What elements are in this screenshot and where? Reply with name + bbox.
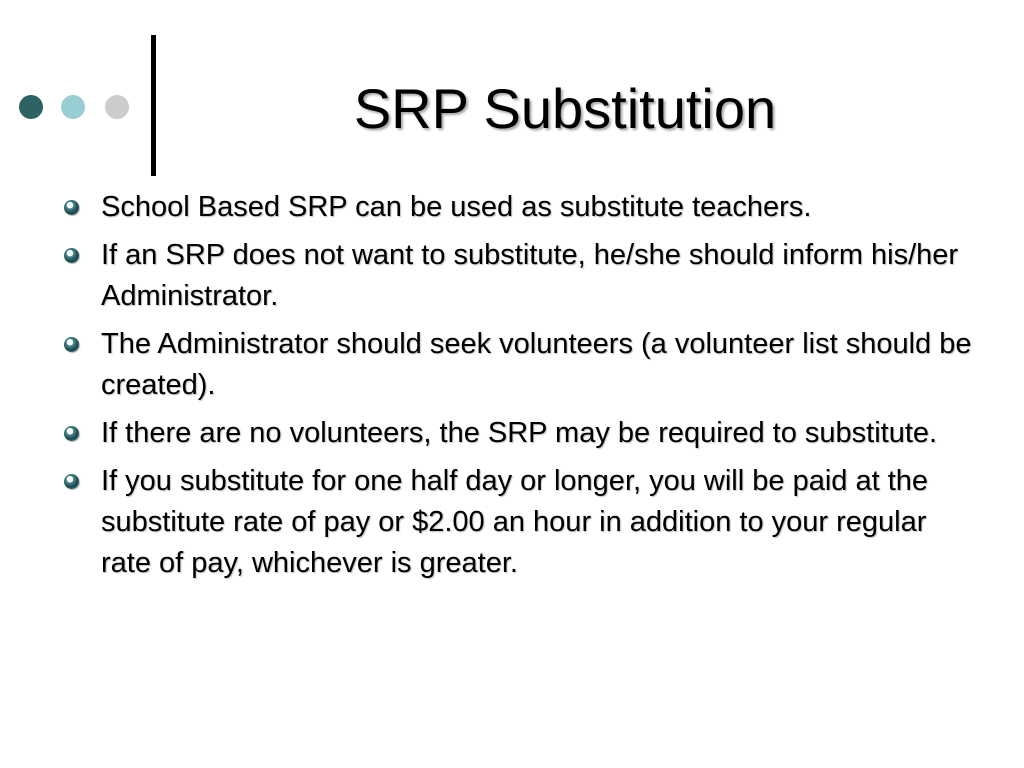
- bullet-list: [0, 187, 1024, 591]
- decorative-dot-gray: [105, 95, 129, 119]
- bullet-marker-icon: [64, 337, 79, 352]
- bullet-item: [0, 235, 1024, 317]
- bullet-text: If an SRP does not want to substitute, he/she should inform his/her Administrator.: [101, 239, 959, 312]
- slide-title: SRP Substitution: [353, 77, 777, 140]
- bullet-marker-icon: [64, 200, 79, 215]
- bullet-item: [0, 413, 1024, 454]
- bullet-item: [0, 324, 1024, 406]
- decorative-dot-dark: [19, 95, 43, 119]
- bullet-marker-icon: [64, 474, 79, 489]
- bullet-item: [0, 461, 1024, 584]
- bullet-text: If you substitute for one half day or longer, you will be paid at the substitute rate of pay or $2.00 an hour in addition to your regular rate of pay, whichever is greater.: [101, 465, 929, 579]
- bullet-text: The Administrator should seek volunteers (a volunteer list should be created).: [101, 328, 972, 401]
- bullet-marker-icon: [64, 426, 79, 441]
- title-divider-line: [151, 35, 156, 176]
- bullet-text: If there are no volunteers, the SRP may be required to substitute.: [101, 417, 938, 449]
- bullet-text: School Based SRP can be used as substitute teachers.: [101, 191, 812, 223]
- bullet-item: [0, 187, 1024, 228]
- bullet-marker-icon: [64, 248, 79, 263]
- decorative-dot-light-teal: [61, 95, 85, 119]
